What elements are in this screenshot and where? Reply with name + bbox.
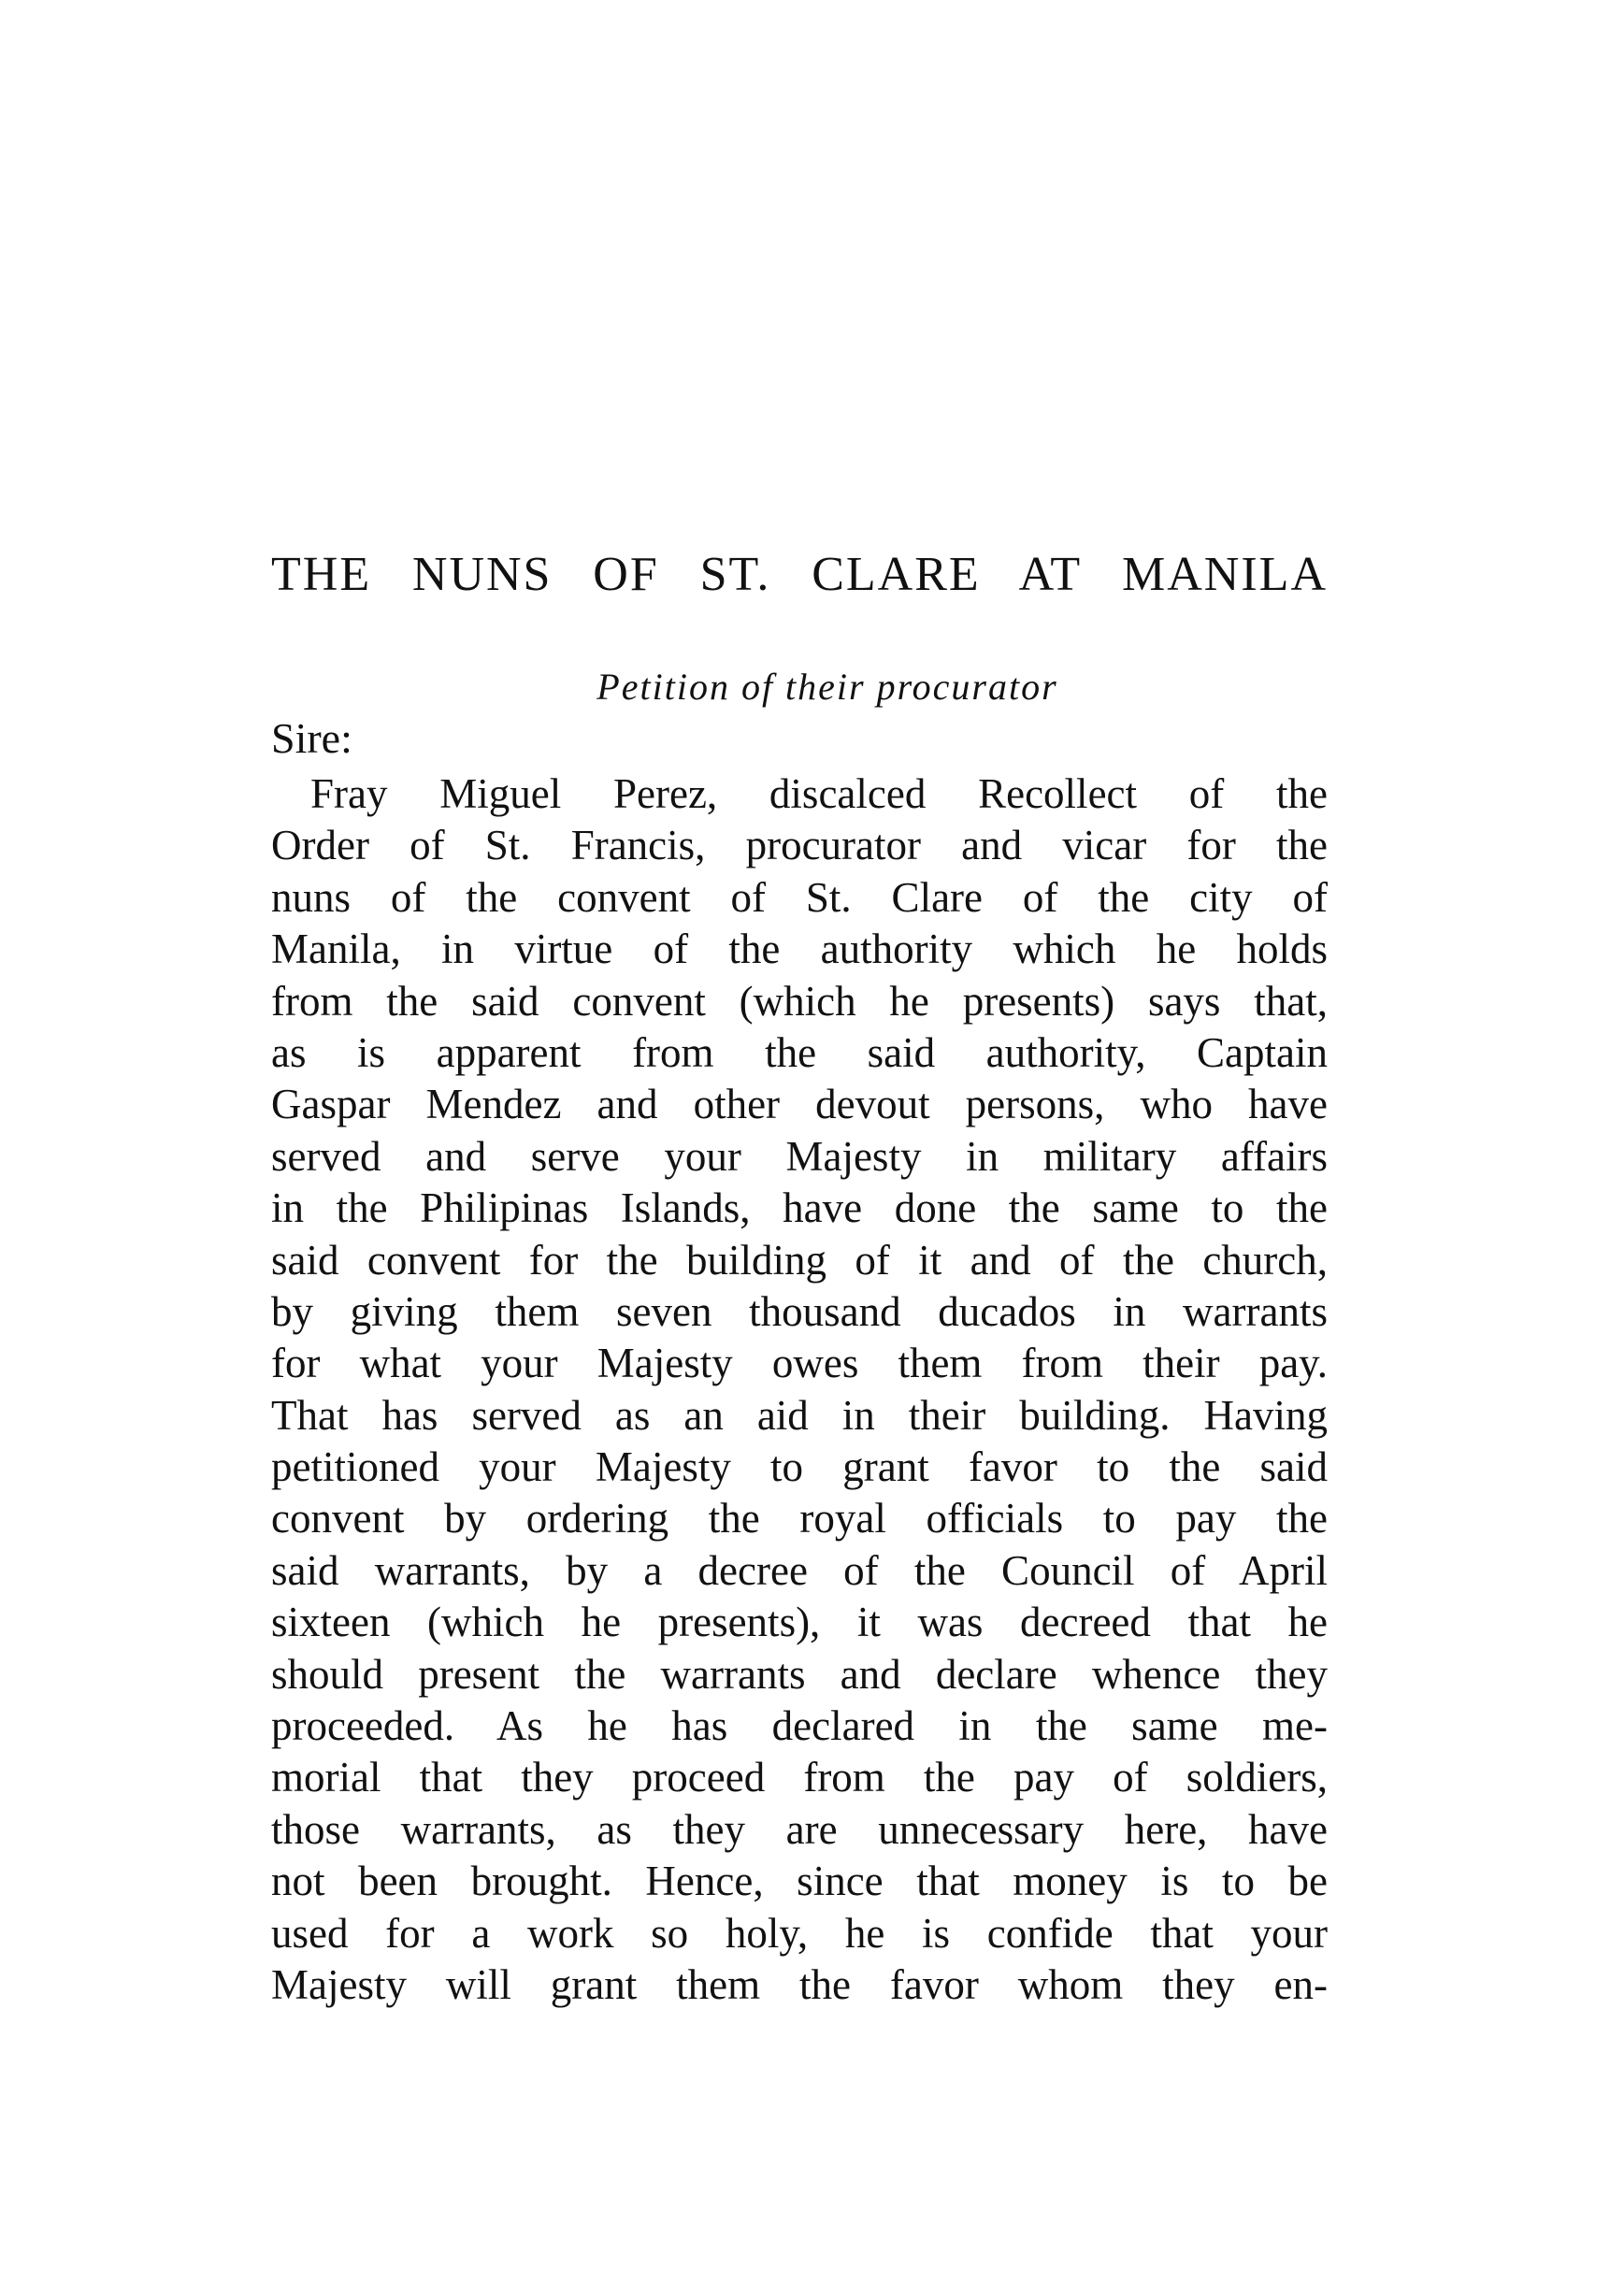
text-line: morial that they proceed from the pay of soldiers, [271, 1754, 1328, 1801]
text-line: served and serve your Majesty in military affairs [271, 1132, 1328, 1180]
text-line: those warrants, as they are unnecessary here, have [271, 1805, 1328, 1853]
text-line: should present the warrants and declare whence they [271, 1650, 1328, 1698]
text-line: for what your Majesty owes them from their pay. [271, 1340, 1328, 1387]
text-line: by giving them seven thousand ducados in warrants [271, 1287, 1328, 1335]
text-line: used for a work so holy, he is confide that your [271, 1909, 1328, 1957]
text-line: in the Philipinas Islands, have done the same to the [271, 1184, 1328, 1232]
text-line: That has served as an aid in their building. Having [271, 1391, 1328, 1439]
text-line: from the said convent (which he presents) says that, [271, 977, 1328, 1025]
page-subtitle: Petition of their procurator [596, 666, 1058, 708]
text-line: not been brought. Hence, since that money is to be [271, 1858, 1328, 1905]
text-line: Gaspar Mendez and other devout persons, who have [271, 1081, 1328, 1128]
text-line: said warrants, by a decree of the Council of April [271, 1546, 1328, 1594]
text-line: Manila, in virtue of the authority which he holds [271, 926, 1328, 973]
text-line: convent by ordering the royal officials to pay the [271, 1495, 1328, 1543]
text-line: as is apparent from the said authority, Captain [271, 1028, 1328, 1076]
body-paragraph [271, 768, 1328, 2011]
salutation: Sire: [271, 714, 352, 762]
text-line: nuns of the convent of St. Clare of the city of [271, 873, 1328, 921]
text-line: proceeded. As he has declared in the same me- [271, 1702, 1328, 1750]
text-line: Fray Miguel Perez, discalced Recollect of the [310, 770, 1328, 817]
page-title: THE NUNS OF ST. CLARE AT MANILA [271, 548, 1328, 601]
text-line: petitioned your Majesty to grant favor to the said [271, 1443, 1328, 1491]
text-line: sixteen (which he presents), it was decreed that he [271, 1599, 1328, 1646]
text-line: Order of St. Francis, procurator and vicar for the [271, 822, 1328, 869]
text-line: Majesty will grant them the favor whom they en- [271, 1960, 1328, 2008]
text-line: said convent for the building of it and of the church, [271, 1236, 1328, 1284]
